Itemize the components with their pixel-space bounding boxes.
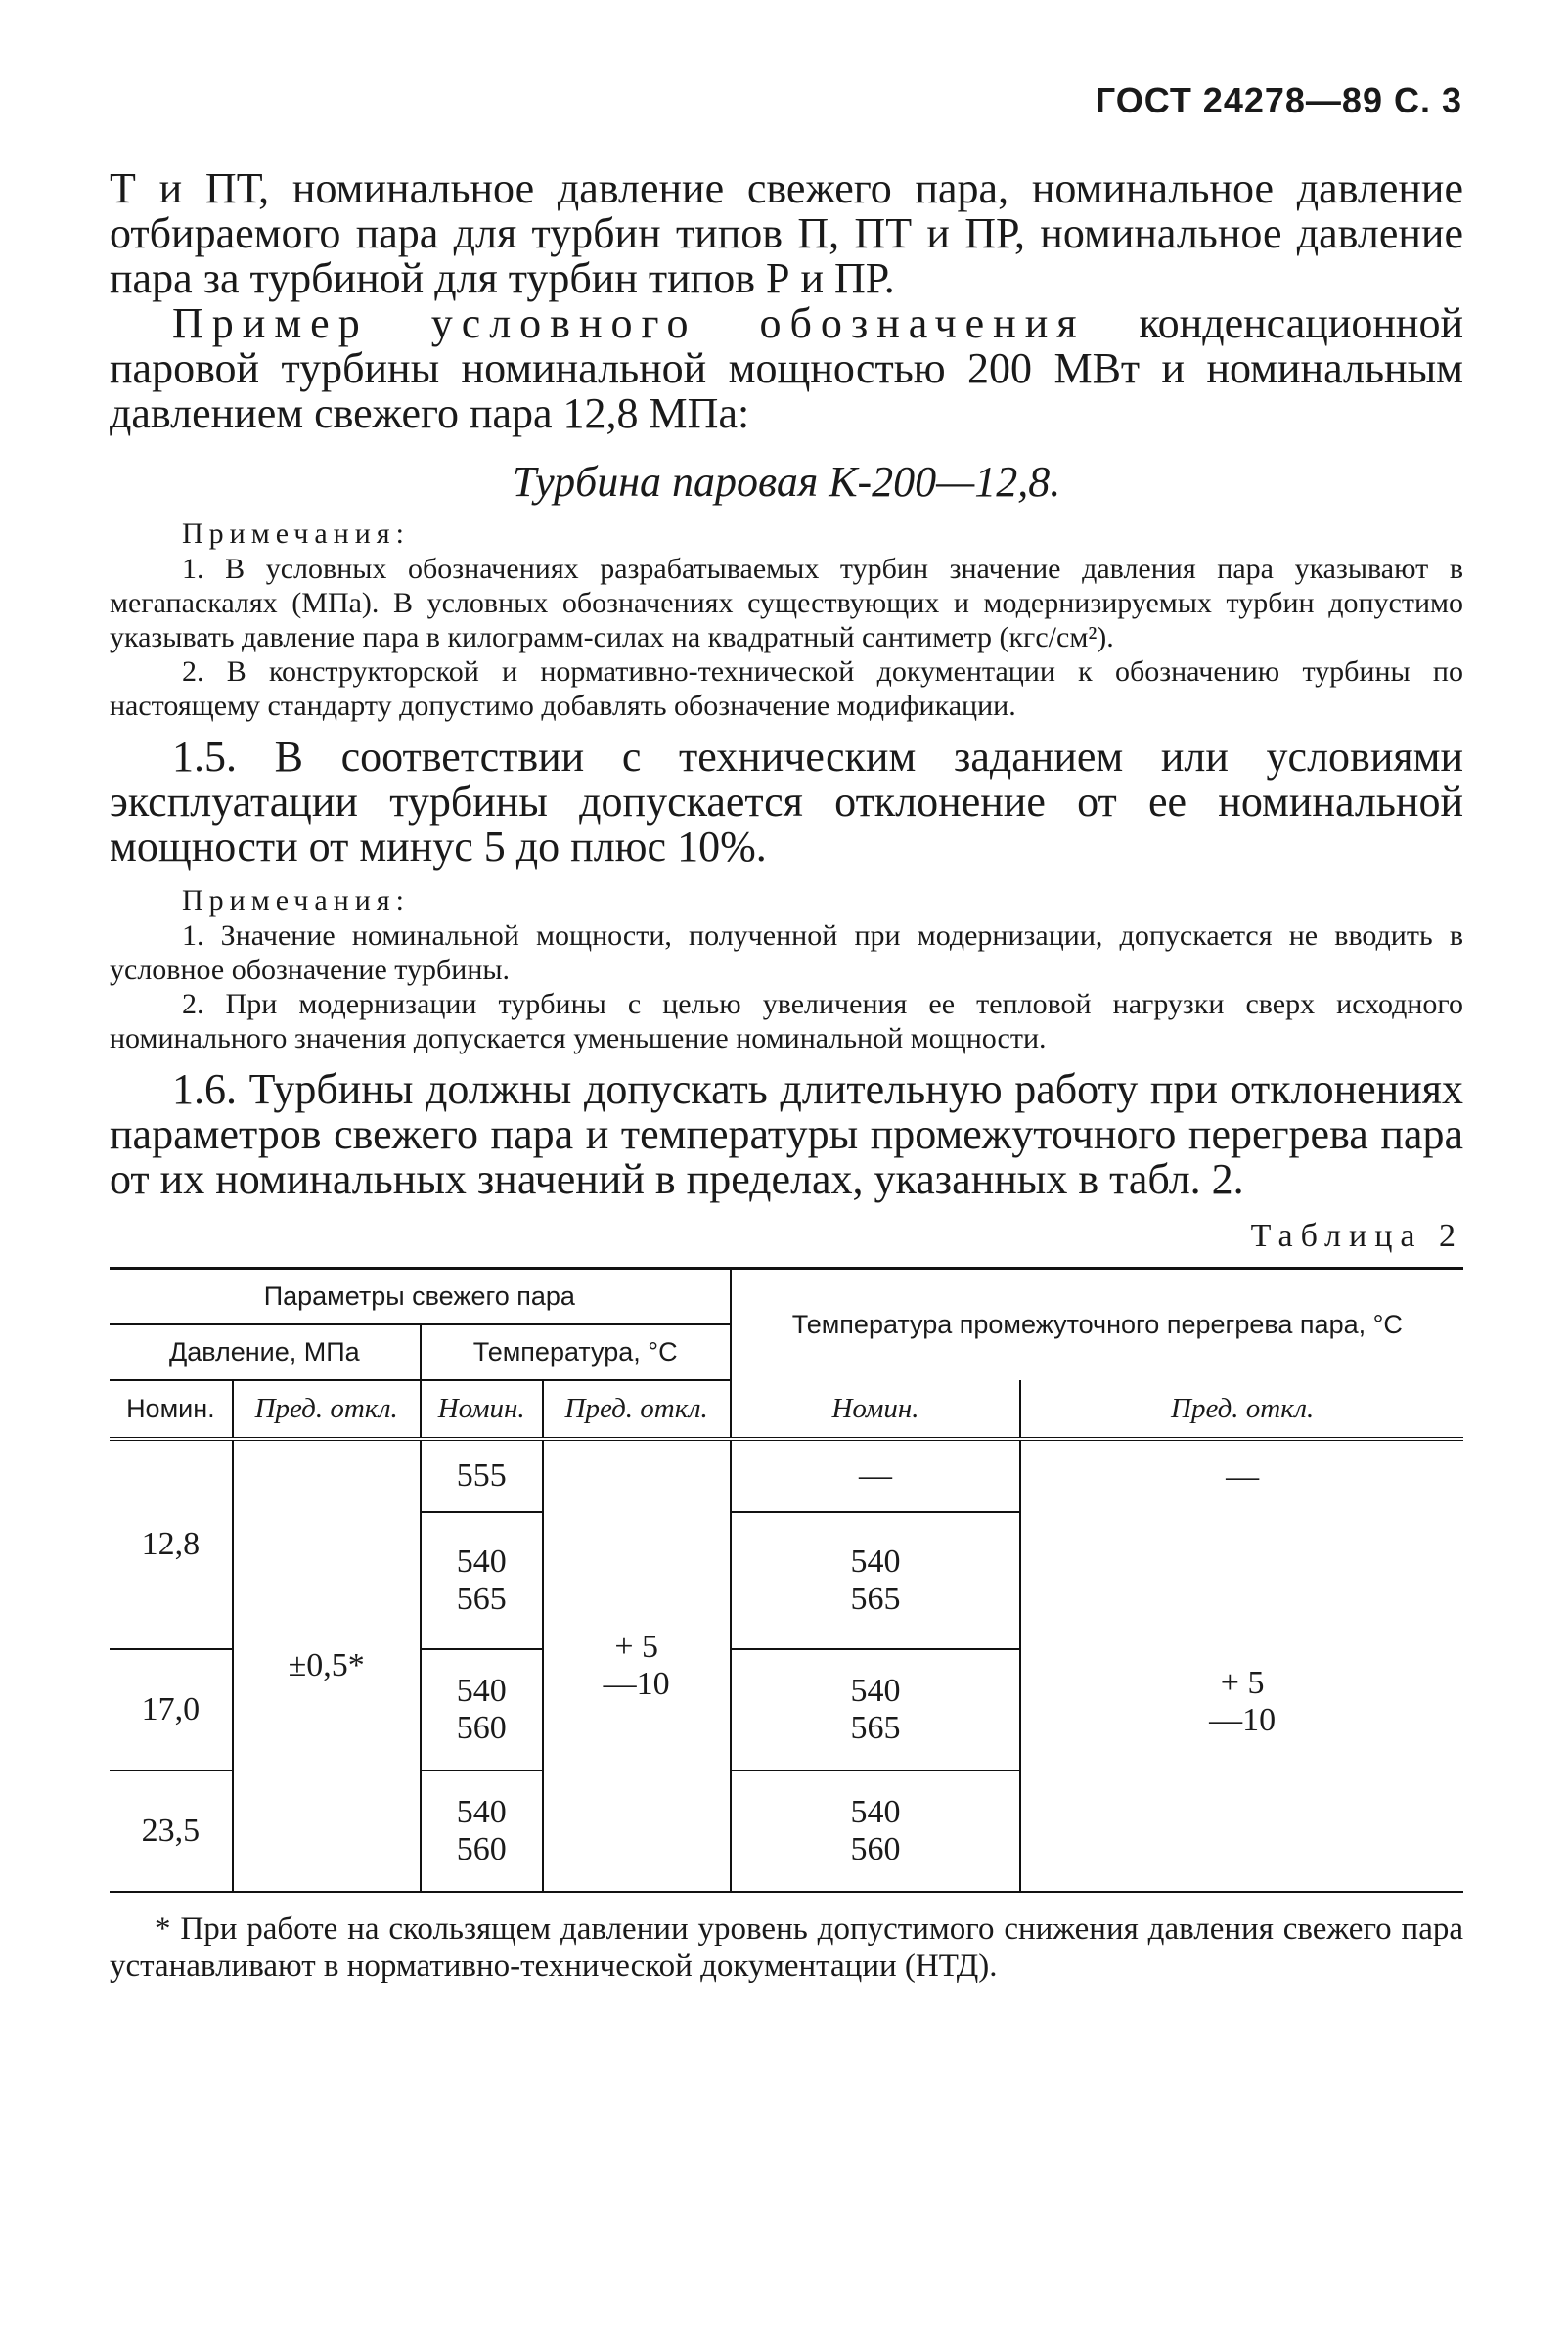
table-footnote: * При работе на скользящем давлении уровень допустимого снижения давления свежего пара устанавливают в нормативно-технической документации (НТД).: [110, 1911, 1463, 1984]
temp-cell: 540 560: [421, 1771, 543, 1892]
table-caption: Таблица 2: [1250, 1218, 1463, 1254]
header-pressure: Давление, МПа: [110, 1324, 421, 1380]
header-temp-dev: Пред. откл.: [543, 1380, 731, 1439]
note-1-2: 2. В конструкторской и нормативно-технической документации к обозначению турбины по настоящему стандарту допустимо добавлять обозначение модификации.: [110, 655, 1463, 722]
note-2-1: 1. Значение номинальной мощности, полученной при модернизации, допускается не вводить в условное обозначение турбины.: [110, 919, 1463, 986]
reheat-dev-cell: —: [1020, 1439, 1463, 1512]
temp-cell: 555: [421, 1439, 543, 1512]
reheat-cell: 540 565: [731, 1649, 1021, 1771]
reheat-dev-range-cell: + 5 —10: [1020, 1512, 1463, 1892]
header-reheat-nom: Номин.: [731, 1380, 1021, 1439]
notes-heading-1: Примечания:: [182, 517, 410, 550]
temp-cell: 540 565: [421, 1512, 543, 1649]
notes-heading-2: Примечания:: [182, 884, 410, 917]
page-header: ГОСТ 24278—89 С. 3: [1095, 80, 1462, 120]
paragraph-example: [110, 301, 1463, 436]
example-designation: Турбина паровая К-200—12,8.: [512, 458, 1061, 506]
temp-cell: 540 560: [421, 1649, 543, 1771]
header-fresh-steam: Параметры свежего пара: [110, 1269, 731, 1325]
reheat-cell: 540 560: [731, 1771, 1021, 1892]
pressure-cell: 23,5: [141, 1813, 201, 1849]
reheat-cell: 540 565: [731, 1512, 1021, 1649]
header-pressure-dev: Пред. откл.: [233, 1380, 421, 1439]
paragraph-types: Т и ПТ, номинальное давление свежего пара, номинальное давление отбираемого пара для турбин типов П, ПТ и ПР, номинальное давление пара за турбиной для турбин типов Р и ПР.: [110, 164, 1463, 302]
temp-dev-cell: + 5 —10: [543, 1439, 731, 1892]
header-reheat-temp: Температура промежуточного перегрева пара, °С: [731, 1269, 1463, 1381]
header-pressure-nom: Номин.: [126, 1394, 215, 1423]
note-2-2: 2. При модернизации турбины с целью увеличения ее тепловой нагрузки сверх исходного номинального значения допускается уменьшение номинальной мощности.: [110, 988, 1463, 1054]
note-1-1: 1. В условных обозначениях разрабатываемых турбин значение давления пара указывают в мегапаскалях (МПа). В условных обозначениях существующих и модернизируемых турбин допустимо указывать давление пара в килограмм-силах на квадратный сантиметр (кгс/см²).: [110, 553, 1463, 653]
reheat-cell: —: [731, 1439, 1021, 1512]
pressure-cell: 17,0: [110, 1649, 233, 1771]
example-lead: Пример условного обозначения: [172, 299, 1086, 347]
pressure-dev-cell: ±0,5*: [233, 1439, 421, 1892]
pressure-cell: 12,8: [110, 1439, 233, 1649]
header-temp-nom: Номин.: [421, 1380, 543, 1439]
paragraph-1-5: 1.5. В соответствии с техническим заданием или условиями эксплуатации турбины допускается отклонение от ее номинальной мощности от минус 5 до плюс 10%.: [110, 733, 1463, 871]
example-rest: конденсационной паровой турбины номинальной мощностью 200 МВт и номинальным давлением свежего пара 12,8 МПа:: [110, 299, 1464, 437]
document-body: [110, 166, 1463, 2017]
parameters-table: [110, 1267, 1463, 1893]
paragraph-1-6: 1.6. Турбины должны допускать длительную работу при отклонениях параметров свежего пара и температуры промежуточного перегрева пара от их номинальных значений в пределах, указанных в табл. 2.: [110, 1065, 1463, 1203]
header-temperature: Температура, °С: [421, 1324, 731, 1380]
header-reheat-dev: Пред. откл.: [1020, 1380, 1463, 1439]
table-row: [110, 1439, 1463, 1512]
